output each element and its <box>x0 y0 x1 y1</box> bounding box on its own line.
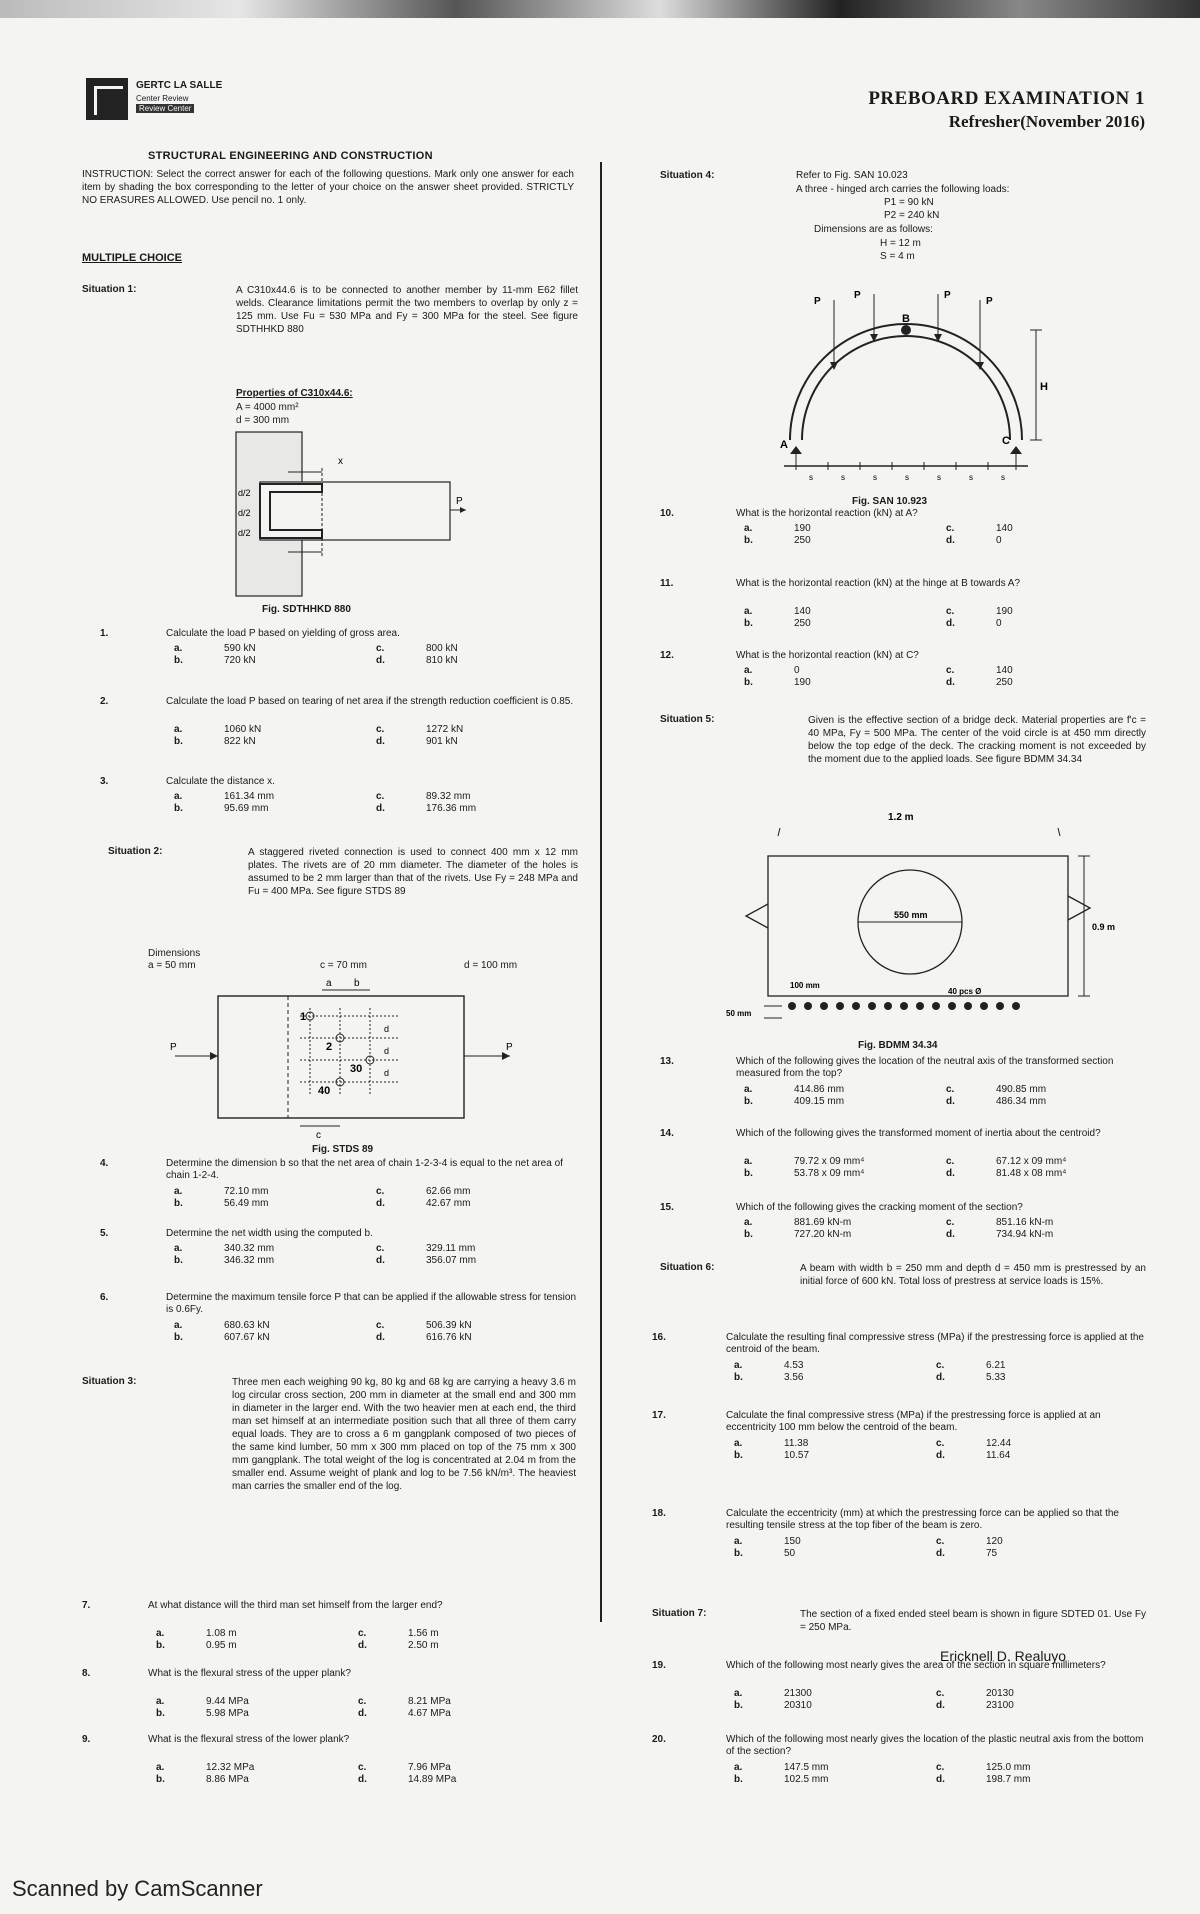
question-3-number: 3. <box>100 776 109 787</box>
question-4-option-b-letter: b. <box>174 1198 183 1209</box>
question-18-option-c-letter: c. <box>936 1536 945 1547</box>
question-4-number: 4. <box>100 1158 109 1169</box>
question-5-option-a-letter: a. <box>174 1243 183 1254</box>
situation-2-dims-title: Dimensions <box>148 948 201 959</box>
question-16-option-a-letter: a. <box>734 1360 743 1371</box>
rivet-b-label: b <box>354 978 360 989</box>
question-18-option-d-letter: d. <box>936 1548 945 1559</box>
question-19-number: 19. <box>652 1660 666 1671</box>
logo-line-2: Center Review <box>136 94 189 103</box>
question-6-option-c: 506.39 kN <box>426 1320 472 1331</box>
question-20-text: Which of the following most nearly gives the location of the plastic neutral axis from the bottom of the section? <box>726 1734 1144 1757</box>
figure-bdmm-caption: Fig. BDMM 34.34 <box>858 1040 938 1051</box>
question-15-option-c-letter: c. <box>946 1217 955 1228</box>
rivet-p-left: P <box>170 1042 177 1053</box>
arch-load-p-3: P <box>944 290 951 301</box>
question-20-option-b: 102.5 mm <box>784 1774 829 1785</box>
question-8-option-c-letter: c. <box>358 1696 367 1707</box>
question-8-option-c: 8.21 MPa <box>408 1696 451 1707</box>
question-8-text: What is the flexural stress of the upper plank? <box>148 1668 351 1679</box>
deck-width-label: 1.2 m <box>888 812 914 823</box>
question-2-option-d-letter: d. <box>376 736 385 747</box>
question-12-option-c-letter: c. <box>946 665 955 676</box>
arch-span-s-6: s <box>969 473 973 482</box>
question-10-option-c-letter: c. <box>946 523 955 534</box>
question-11-option-b-letter: b. <box>744 618 753 629</box>
question-12-option-b-letter: b. <box>744 677 753 688</box>
question-7-option-b: 0.95 m <box>206 1640 237 1651</box>
question-14-option-b-letter: b. <box>744 1168 753 1179</box>
deck-hole-label: 550 mm <box>894 910 928 920</box>
arch-load-p-2: P <box>854 290 861 301</box>
question-7-option-a-letter: a. <box>156 1628 165 1639</box>
rivet-2-label: 2 <box>326 1041 333 1053</box>
question-3-option-d: 176.36 mm <box>426 803 477 814</box>
question-1-option-b: 720 kN <box>224 655 256 666</box>
question-15-option-b: 727.20 kN-m <box>794 1229 852 1240</box>
question-13-option-c-letter: c. <box>946 1084 955 1095</box>
question-8-option-d-letter: d. <box>358 1708 367 1719</box>
question-1-text: Calculate the load P based on yielding of gross area. <box>166 628 400 639</box>
arch-span-s-7: s <box>1001 473 1005 482</box>
question-19-option-a-letter: a. <box>734 1688 743 1699</box>
question-2-option-c: 1272 kN <box>426 724 464 735</box>
question-10-number: 10. <box>660 508 674 519</box>
deck-50mm-label: 50 mm <box>726 1009 752 1018</box>
figure-stds-caption: Fig. STDS 89 <box>312 1144 374 1155</box>
question-15-option-d: 734.94 kN-m <box>996 1229 1054 1240</box>
question-12-option-a-letter: a. <box>744 665 753 676</box>
question-5-option-a: 340.32 mm <box>224 1243 275 1254</box>
question-1-number: 1. <box>100 628 109 639</box>
question-4-option-c-letter: c. <box>376 1186 385 1197</box>
question-5-text: Determine the net width using the computed b. <box>166 1228 373 1239</box>
situation-5-label: Situation 5: <box>660 714 715 725</box>
question-14-option-a: 79.72 x 09 mm⁴ <box>794 1156 865 1167</box>
question-20-option-d-letter: d. <box>936 1774 945 1785</box>
weld-x-label: x <box>338 456 343 467</box>
question-18-option-c: 120 <box>986 1536 1003 1547</box>
question-16-option-b: 3.56 <box>784 1372 804 1383</box>
question-13-option-c: 490.85 mm <box>996 1084 1047 1095</box>
question-5-number: 5. <box>100 1228 109 1239</box>
situation-2-label: Situation 2: <box>108 846 163 857</box>
question-19-option-a: 21300 <box>784 1688 812 1699</box>
question-8-option-a-letter: a. <box>156 1696 165 1707</box>
rivet-30-label: 30 <box>350 1063 363 1075</box>
question-15-option-a-letter: a. <box>744 1217 753 1228</box>
figure-san-caption: Fig. SAN 10.923 <box>852 496 928 507</box>
question-12-option-b: 190 <box>794 677 811 688</box>
question-2-number: 2. <box>100 696 109 707</box>
question-4-text: Determine the dimension b so that the net area of chain 1-2-3-4 is equal to the net area of chain 1-2-4. <box>166 1158 563 1181</box>
question-7-option-d: 2.50 m <box>408 1640 439 1651</box>
arch-span-s-5: s <box>937 473 941 482</box>
question-6-number: 6. <box>100 1292 109 1303</box>
situation-4-line-2: A three - hinged arch carries the following loads: <box>796 184 1010 195</box>
question-10-text: What is the horizontal reaction (kN) at A? <box>736 508 918 519</box>
question-16-option-c: 6.21 <box>986 1360 1006 1371</box>
question-12-option-d: 250 <box>996 677 1013 688</box>
question-3-option-c: 89.32 mm <box>426 791 471 802</box>
question-4-option-a-letter: a. <box>174 1186 183 1197</box>
exam-title: PREBOARD EXAMINATION 1 <box>868 88 1145 109</box>
question-2-option-c-letter: c. <box>376 724 385 735</box>
camscanner-watermark: Scanned by CamScanner <box>12 1876 263 1901</box>
question-19-option-b: 20310 <box>784 1700 812 1711</box>
question-14-option-b: 53.78 x 09 mm⁴ <box>794 1168 865 1179</box>
rivet-p-right: P <box>506 1042 513 1053</box>
question-4-option-a: 72.10 mm <box>224 1186 269 1197</box>
arch-support-c: C <box>1002 435 1010 447</box>
question-14-option-a-letter: a. <box>744 1156 753 1167</box>
question-15-text: Which of the following gives the cracking moment of the section? <box>736 1202 1023 1213</box>
figure-sdthhkd-caption: Fig. SDTHHKD 880 <box>262 604 351 615</box>
rivet-1-label: 1 <box>300 1011 307 1023</box>
question-6-option-d: 616.76 kN <box>426 1332 472 1343</box>
rivet-d-label-2: d <box>384 1046 390 1056</box>
question-16-option-a: 4.53 <box>784 1360 804 1371</box>
rivet-d-label-1: d <box>384 1024 390 1034</box>
question-3-option-a-letter: a. <box>174 791 183 802</box>
deck-bars-label: 40 pcs Ø <box>948 987 982 996</box>
question-17-option-d: 11.64 <box>986 1450 1011 1461</box>
question-13-option-b: 409.15 mm <box>794 1096 845 1107</box>
question-2-option-d: 901 kN <box>426 736 458 747</box>
question-18-option-b: 50 <box>784 1548 796 1559</box>
situation-5-text: Given is the effective section of a bridge deck. Material properties are f'c = 40 MPa, Fy = 500 MPa. The center of the void circle is at 450 mm directly below the top edge of the deck. The cracking moment is not exceeded by the moment due to the applied loads. See figure BDMM 34.34 <box>808 715 1146 765</box>
arch-span-s-1: s <box>809 473 813 482</box>
question-5-option-c-letter: c. <box>376 1243 385 1254</box>
question-12-text: What is the horizontal reaction (kN) at C? <box>736 650 919 661</box>
deck-depth-label: 0.9 m <box>1092 922 1116 932</box>
situation-7-label: Situation 7: <box>652 1608 707 1619</box>
question-9-option-a: 12.32 MPa <box>206 1762 255 1773</box>
question-7-text: At what distance will the third man set himself from the larger end? <box>148 1600 443 1611</box>
situation-1-prop-area: A = 4000 mm² <box>236 402 299 413</box>
question-17-option-a-letter: a. <box>734 1438 743 1449</box>
question-16-option-d-letter: d. <box>936 1372 945 1383</box>
question-10-option-d-letter: d. <box>946 535 955 546</box>
question-9-number: 9. <box>82 1734 91 1745</box>
section-title: STRUCTURAL ENGINEERING AND CONSTRUCTION <box>148 150 433 162</box>
question-3-option-b-letter: b. <box>174 803 183 814</box>
question-15-option-c: 851.16 kN-m <box>996 1217 1054 1228</box>
question-9-option-c: 7.96 MPa <box>408 1762 451 1773</box>
author-name: Ericknell D. Realuyo <box>940 1648 1067 1664</box>
question-20-option-a-letter: a. <box>734 1762 743 1773</box>
logo-mark-icon <box>86 78 128 120</box>
question-12-number: 12. <box>660 650 674 661</box>
question-19-option-b-letter: b. <box>734 1700 743 1711</box>
question-11-option-d-letter: d. <box>946 618 955 629</box>
question-20-option-c: 125.0 mm <box>986 1762 1031 1773</box>
question-19-option-c-letter: c. <box>936 1688 945 1699</box>
riveted-connection-figure <box>170 976 520 1140</box>
question-2-text: Calculate the load P based on tearing of net area if the strength reduction coefficient is 0.85. <box>166 696 574 707</box>
situation-4-line-5: Dimensions are as follows: <box>814 224 933 235</box>
logo-line-3: Review Center <box>136 104 194 113</box>
question-19-option-d-letter: d. <box>936 1700 945 1711</box>
situation-3-text: Three men each weighing 90 kg, 80 kg and 68 kg are carrying a heavy 3.6 m log circular cross section, 200 mm in diameter at the small end and 300 mm in diameter in the larger end. With the two heavier men at each end, the third man set himself at an intermediate position such that all three of them carry equal loads. They are to cross a 6 m gangplank composed of two pieces of the same kind lumber, 50 mm x 300 mm placed on top of the 75 mm x 300 mm gangplank. The total weight of the log is concentrated at 2.04 m from the smaller end. Assume weight of plank and log to be 7.56 kN/m³. The heaviest man carries the smaller end of the log. <box>232 1377 576 1492</box>
question-10-option-b: 250 <box>794 535 811 546</box>
question-1-option-b-letter: b. <box>174 655 183 666</box>
question-11-option-c-letter: c. <box>946 606 955 617</box>
question-3-option-b: 95.69 mm <box>224 803 269 814</box>
question-11-option-a-letter: a. <box>744 606 753 617</box>
question-3-option-a: 161.34 mm <box>224 791 275 802</box>
question-3-option-c-letter: c. <box>376 791 385 802</box>
review-center-logo <box>86 76 246 126</box>
question-8-option-d: 4.67 MPa <box>408 1708 451 1719</box>
question-1-option-d-letter: d. <box>376 655 385 666</box>
question-16-text: Calculate the resulting final compressive stress (MPa) if the prestressing force is applied at the centroid of the beam. <box>726 1332 1144 1355</box>
question-18-option-a-letter: a. <box>734 1536 743 1547</box>
situation-4-line-3: P1 = 90 kN <box>884 197 934 208</box>
question-15-number: 15. <box>660 1202 674 1213</box>
question-20-option-c-letter: c. <box>936 1762 945 1773</box>
question-4-option-c: 62.66 mm <box>426 1186 471 1197</box>
question-20-option-d: 198.7 mm <box>986 1774 1031 1785</box>
weld-connection-figure <box>228 432 468 600</box>
question-18-number: 18. <box>652 1508 666 1519</box>
question-9-option-b: 8.86 MPa <box>206 1774 249 1785</box>
situation-6-label: Situation 6: <box>660 1262 715 1273</box>
question-5-option-b: 346.32 mm <box>224 1255 275 1266</box>
question-19-text: Which of the following most nearly gives the area of the section in square millimeters? <box>726 1660 1106 1671</box>
question-13-option-a: 414.86 mm <box>794 1084 845 1095</box>
question-13-option-a-letter: a. <box>744 1084 753 1095</box>
question-15-option-a: 881.69 kN-m <box>794 1217 852 1228</box>
question-5-option-c: 329.11 mm <box>426 1243 476 1254</box>
question-14-text: Which of the following gives the transformed moment of inertia about the centroid? <box>736 1128 1101 1139</box>
question-10-option-a-letter: a. <box>744 523 753 534</box>
question-10-option-c: 140 <box>996 523 1013 534</box>
question-9-option-c-letter: c. <box>358 1762 367 1773</box>
question-4-option-b: 56.49 mm <box>224 1198 269 1209</box>
question-7-option-c: 1.56 m <box>408 1628 439 1639</box>
question-16-number: 16. <box>652 1332 666 1343</box>
question-3-option-d-letter: d. <box>376 803 385 814</box>
situation-6-text: A beam with width b = 250 mm and depth d = 450 mm is prestressed by an initial force of 600 kN. Total loss of prestress at service loads is 15%. <box>800 1263 1146 1287</box>
question-13-option-d-letter: d. <box>946 1096 955 1107</box>
question-12-option-a: 0 <box>794 665 800 676</box>
question-2-option-a-letter: a. <box>174 724 183 735</box>
bridge-deck-figure <box>700 812 1120 1036</box>
question-2-option-b: 822 kN <box>224 736 256 747</box>
situation-2-text: A staggered riveted connection is used to connect 400 mm x 12 mm plates. The rivets are of 20 mm diameter. The diameter of the holes is assumed to be 2 mm larger than that of the rivets. Use Fy = 248 MPa and Fu = 400 MPa. See figure STDS 89 <box>248 847 578 897</box>
situation-4-line-4: P2 = 240 kN <box>884 210 940 221</box>
situation-1-label: Situation 1: <box>82 284 137 295</box>
situation-2-dim-c: c = 70 mm <box>320 960 367 971</box>
arch-span-s-2: s <box>841 473 845 482</box>
arch-support-a: A <box>780 439 788 451</box>
instruction-text: INSTRUCTION: Select the correct answer for each of the following questions. Mark only one answer for each item by shading the box corresponding to the letter of your choice on the answer sheet provided. STRICTLY NO ERASURES ALLOWED. Use pencil no. 1 only. <box>82 169 574 206</box>
question-3-text: Calculate the distance x. <box>166 776 275 787</box>
question-8-number: 8. <box>82 1668 91 1679</box>
question-9-option-a-letter: a. <box>156 1762 165 1773</box>
arch-span-s-4: s <box>905 473 909 482</box>
question-8-option-b: 5.98 MPa <box>206 1708 249 1719</box>
question-17-option-d-letter: d. <box>936 1450 945 1461</box>
question-8-option-b-letter: b. <box>156 1708 165 1719</box>
question-16-option-d: 5.33 <box>986 1372 1006 1383</box>
question-7-option-d-letter: d. <box>358 1640 367 1651</box>
question-17-option-c-letter: c. <box>936 1438 945 1449</box>
question-2-option-b-letter: b. <box>174 736 183 747</box>
question-14-option-d-letter: d. <box>946 1168 955 1179</box>
question-18-option-b-letter: b. <box>734 1548 743 1559</box>
scan-shadow-strip <box>0 0 1200 18</box>
situation-7-text: The section of a fixed ended steel beam is shown in figure SDTED 01. Use Fy = 250 MPa. <box>800 1609 1146 1633</box>
question-10-option-b-letter: b. <box>744 535 753 546</box>
question-1-option-a-letter: a. <box>174 643 183 654</box>
question-6-option-a: 680.63 kN <box>224 1320 270 1331</box>
question-11-option-b: 250 <box>794 618 811 629</box>
question-15-option-d-letter: d. <box>946 1229 955 1240</box>
question-4-option-d-letter: d. <box>376 1198 385 1209</box>
weld-p-label: P <box>456 496 463 507</box>
situation-4-line-6: H = 12 m <box>880 238 921 249</box>
question-5-option-b-letter: b. <box>174 1255 183 1266</box>
question-7-option-b-letter: b. <box>156 1640 165 1651</box>
arch-load-p-1: P <box>814 296 821 307</box>
question-14-number: 14. <box>660 1128 674 1139</box>
situation-3-label: Situation 3: <box>82 1376 137 1387</box>
question-13-text: Which of the following gives the location of the neutral axis of the transformed section measured from the top? <box>736 1056 1114 1079</box>
three-hinged-arch-figure <box>774 290 1054 490</box>
column-divider <box>600 162 602 1622</box>
question-17-option-c: 12.44 <box>986 1438 1012 1449</box>
arch-load-p-4: P <box>986 296 993 307</box>
question-8-option-a: 9.44 MPa <box>206 1696 249 1707</box>
question-16-option-c-letter: c. <box>936 1360 945 1371</box>
question-6-option-c-letter: c. <box>376 1320 385 1331</box>
question-12-option-c: 140 <box>996 665 1013 676</box>
question-20-option-a: 147.5 mm <box>784 1762 829 1773</box>
arch-height-h: H <box>1040 381 1048 393</box>
question-6-option-d-letter: d. <box>376 1332 385 1343</box>
question-14-option-c-letter: c. <box>946 1156 955 1167</box>
rivet-40-label: 40 <box>318 1085 331 1097</box>
question-5-option-d: 356.07 mm <box>426 1255 477 1266</box>
weld-d2-label-3: d/2 <box>238 528 251 538</box>
question-7-option-a: 1.08 m <box>206 1628 237 1639</box>
weld-d2-label-1: d/2 <box>238 488 251 498</box>
question-11-option-d: 0 <box>996 618 1002 629</box>
question-1-option-c-letter: c. <box>376 643 385 654</box>
question-15-option-b-letter: b. <box>744 1229 753 1240</box>
question-11-option-c: 190 <box>996 606 1013 617</box>
question-20-option-b-letter: b. <box>734 1774 743 1785</box>
question-9-text: What is the flexural stress of the lower plank? <box>148 1734 350 1745</box>
question-9-option-d: 14.89 MPa <box>408 1774 457 1785</box>
question-7-option-c-letter: c. <box>358 1628 367 1639</box>
question-16-option-b-letter: b. <box>734 1372 743 1383</box>
situation-1-prop-depth: d = 300 mm <box>236 415 290 426</box>
question-9-option-b-letter: b. <box>156 1774 165 1785</box>
question-18-option-a: 150 <box>784 1536 801 1547</box>
question-1-option-c: 800 kN <box>426 643 458 654</box>
situation-4-label: Situation 4: <box>660 170 715 181</box>
question-20-number: 20. <box>652 1734 666 1745</box>
question-14-option-d: 81.48 x 08 mm⁴ <box>996 1168 1067 1179</box>
question-1-option-a: 590 kN <box>224 643 256 654</box>
question-13-option-d: 486.34 mm <box>996 1096 1047 1107</box>
exam-subtitle: Refresher(November 2016) <box>948 112 1145 131</box>
question-6-option-a-letter: a. <box>174 1320 183 1331</box>
question-4-option-d: 42.67 mm <box>426 1198 471 1209</box>
question-13-number: 13. <box>660 1056 674 1067</box>
question-13-option-b-letter: b. <box>744 1096 753 1107</box>
situation-4-line-7: S = 4 m <box>880 251 915 262</box>
question-17-option-b-letter: b. <box>734 1450 743 1461</box>
arch-span-s-3: s <box>873 473 877 482</box>
question-17-option-a: 11.38 <box>784 1438 809 1449</box>
rivet-d-label-3: d <box>384 1068 390 1078</box>
situation-2-dim-a: a = 50 mm <box>148 960 196 971</box>
question-11-number: 11. <box>660 578 674 589</box>
question-19-option-d: 23100 <box>986 1700 1014 1711</box>
question-18-option-d: 75 <box>986 1548 998 1559</box>
question-11-text: What is the horizontal reaction (kN) at the hinge at B towards A? <box>736 578 1021 589</box>
question-19-option-c: 20130 <box>986 1688 1014 1699</box>
question-18-text: Calculate the eccentricity (mm) at which the prestressing force can be applied so that the resulting tensile stress at the top fiber of the beam is zero. <box>726 1508 1119 1531</box>
question-12-option-d-letter: d. <box>946 677 955 688</box>
question-17-text: Calculate the final compressive stress (MPa) if the prestressing force is applied at an eccentricity 100 mm below the centroid of the beam. <box>726 1410 1101 1433</box>
question-5-option-d-letter: d. <box>376 1255 385 1266</box>
question-6-option-b-letter: b. <box>174 1332 183 1343</box>
rivet-c-label: c <box>316 1130 321 1141</box>
multiple-choice-heading: MULTIPLE CHOICE <box>82 252 183 264</box>
situation-1-props-title: Properties of C310x44.6: <box>236 388 353 399</box>
question-2-option-a: 1060 kN <box>224 724 262 735</box>
arch-hinge-b: B <box>902 313 910 325</box>
question-17-number: 17. <box>652 1410 666 1421</box>
situation-1-text: A C310x44.6 is to be connected to another member by 11-mm E62 fillet welds. Clearance limitations permit the two members to overlap by only z = 125 mm. Use Fu = 530 MPa and Fy = 300 MPa for the steel. See figure SDTHHKD 880 <box>236 285 578 335</box>
logo-line-1: GERTC LA SALLE <box>136 80 223 91</box>
weld-d2-label-2: d/2 <box>238 508 251 518</box>
question-17-option-b: 10.57 <box>784 1450 810 1461</box>
situation-2-dim-d: d = 100 mm <box>464 960 518 971</box>
question-6-option-b: 607.67 kN <box>224 1332 270 1343</box>
deck-100mm-label: 100 mm <box>790 981 820 990</box>
situation-4-line-1: Refer to Fig. SAN 10.023 <box>796 170 908 181</box>
question-14-option-c: 67.12 x 09 mm⁴ <box>996 1156 1067 1167</box>
question-10-option-a: 190 <box>794 523 811 534</box>
question-10-option-d: 0 <box>996 535 1002 546</box>
question-6-text: Determine the maximum tensile force P that can be applied if the allowable stress for tension is 0.6Fy. <box>166 1292 577 1315</box>
rivet-a-label: a <box>326 978 332 989</box>
question-7-number: 7. <box>82 1600 91 1611</box>
question-11-option-a: 140 <box>794 606 811 617</box>
question-9-option-d-letter: d. <box>358 1774 367 1785</box>
question-1-option-d: 810 kN <box>426 655 458 666</box>
